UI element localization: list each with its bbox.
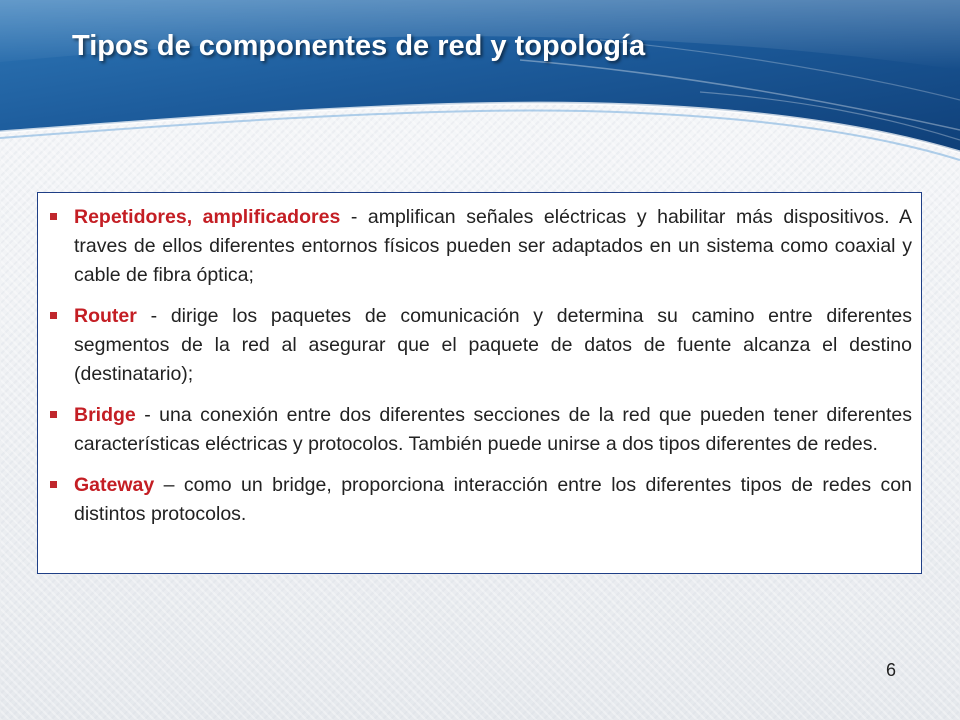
bullet-term: Gateway bbox=[74, 474, 155, 496]
bullet-text: - dirige los paquetes de comunicación y determina su camino entre diferentes segmentos de la red al asegurar que el paquete de datos de fuente alcanza el destino (destinatario); bbox=[74, 305, 912, 385]
bullet-term: Router bbox=[74, 305, 137, 327]
bullet-list bbox=[48, 203, 912, 529]
bullet-text: – como un bridge, proporciona interacción entre los diferentes tipos de redes con distintos protocolos. bbox=[74, 474, 912, 525]
square-bullet-icon bbox=[50, 481, 57, 488]
slide-title: Tipos de componentes de red y topología bbox=[72, 30, 646, 62]
bullet-term: Repetidores, amplificadores bbox=[74, 206, 341, 228]
square-bullet-icon bbox=[50, 411, 57, 418]
bullet-item-router bbox=[48, 302, 912, 389]
page-number: 6 bbox=[886, 660, 897, 680]
bullet-term: Bridge bbox=[74, 404, 136, 426]
bullet-text: - una conexión entre dos diferentes secciones de la red que pueden tener diferentes características eléctricas y protocolos. También puede unirse a dos tipos diferentes de redes. bbox=[74, 404, 912, 455]
bullet-item-bridge bbox=[48, 401, 912, 459]
square-bullet-icon bbox=[50, 312, 57, 319]
header-band bbox=[0, 0, 960, 175]
bullet-item-gateway bbox=[48, 471, 912, 529]
square-bullet-icon bbox=[50, 213, 57, 220]
bullet-item-repetidores bbox=[48, 203, 912, 290]
content-box bbox=[37, 192, 922, 574]
bullet-text: - amplifican señales eléctricas y habilitar más dispositivos. A traves de ellos diferentes entornos físicos pueden ser adaptados en un sistema como coaxial y cable de fibra óptica; bbox=[74, 206, 912, 286]
